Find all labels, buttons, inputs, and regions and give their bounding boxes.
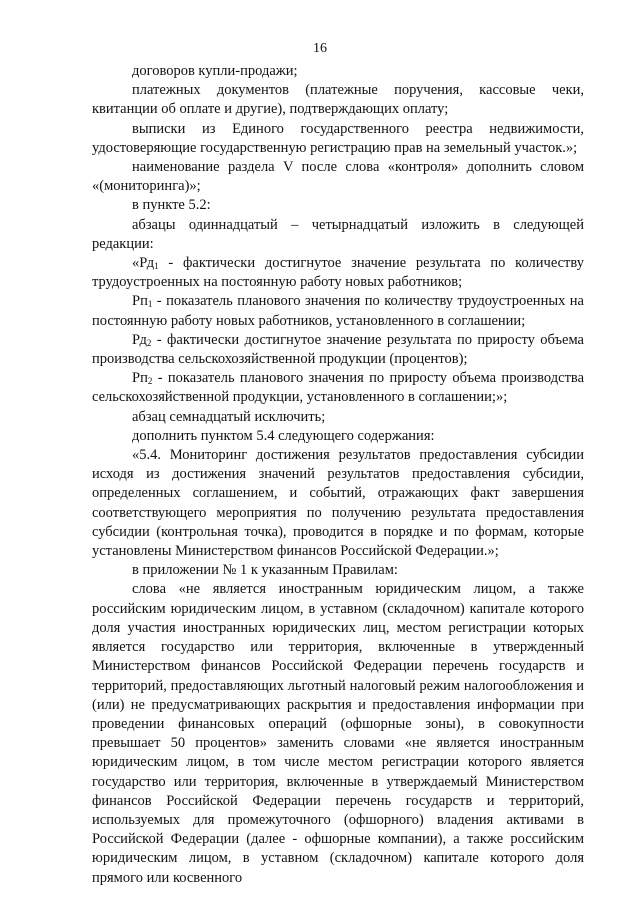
paragraph (92, 120, 584, 158)
formula-definition (92, 254, 584, 292)
formula-definition (92, 369, 584, 407)
paragraph-text: слова «не является иностранным юридическим лицом, а также российским юридическим лицом, в уставном (складочном) капитале которого доля участия иностранных юридических лиц, местом регистрации которых является государство или территория, включенные в утвержденный Министерством финансов Российской Федерации перечень государств и территорий, предоставляющих льготный налоговый режим налогообложения и (или) не предусматривающих раскрытия и предоставления информации при проведении финансовых операций (офшорные зоны), в совокупности превышает 50 процентов» заменить словами «не является иностранным юридическим лицом, в том числе местом регистрации которого является государство или территория, включенные в утверждаемый Министерством финансов Российской Федерации перечень государств и территорий, используемых для промежуточного (офшорного) владения активами в Российской Федерации (далее - офшорные компании), а также российским юридическим лицом, в уставном (складочном) капитале которого доля прямого или косвенного (92, 581, 584, 886)
formula-symbol: Рп (132, 293, 148, 310)
paragraph-text: - фактически достигнутое значение результата по количеству трудоустроенных на постоянную работу новых работников; (92, 255, 584, 291)
paragraph (92, 446, 584, 561)
paragraph-text: в приложении № 1 к указанным Правилам: (132, 562, 398, 579)
paragraph (92, 580, 584, 887)
paragraph (92, 81, 584, 119)
paragraph-text: - фактически достигнутое значение результата по приросту объема производства сельскохозяйственной продукции (процентов); (92, 331, 584, 368)
paragraph-text: - показатель планового значения по приросту объема производства сельскохозяйственной продукции, установленного в соглашении;»; (92, 370, 584, 406)
paragraph-text: абзацы одиннадцатый – четырнадцатый изложить в следующей редакции: (92, 216, 584, 252)
paragraph-text: «5.4. Мониторинг достижения результатов предоставления субсидии исходя из достижения значений результатов предоставления субсидии, определенных соглашением, и событий, отражающих факт завершения соответствующего мероприятия по получению результата предоставления субсидии (контрольная точка), проводится в порядке и по формам, которые установлены Министерством финансов Российской Федерации.»; (92, 447, 584, 560)
paragraph-text: выписки из Единого государственного реестра недвижимости, удостоверяющие государственную регистрацию прав на земельный участок.»; (92, 120, 584, 156)
formula-symbol: Рд (132, 331, 147, 348)
paragraph (92, 158, 584, 196)
formula-subscript: 2 (147, 376, 153, 387)
paragraph-text: дополнить пунктом 5.4 следующего содержания: (132, 427, 435, 444)
paragraph-text: - показатель планового значения по количеству трудоустроенных на постоянную работу новых работников, установленного в соглашении; (92, 293, 584, 329)
formula-subscript: 2 (146, 337, 152, 348)
formula-symbol: «Рд (132, 255, 155, 272)
paragraph-text: в пункте 5.2: (132, 197, 211, 214)
paragraph (92, 216, 584, 254)
document-body (92, 62, 584, 888)
paragraph (92, 561, 584, 580)
paragraph-text: платежных документов (платежные поручения, кассовые чеки, квитанции об оплате и другие), подтверждающих оплату; (92, 82, 584, 118)
paragraph-text: договоров купли-продажи; (132, 63, 298, 79)
formula-symbol: Рп (132, 370, 148, 387)
paragraph (92, 196, 584, 215)
formula-definition (92, 292, 584, 330)
formula-definition (92, 331, 584, 369)
formula-subscript: 1 (147, 299, 153, 310)
paragraph (92, 62, 584, 81)
paragraph-text: абзац семнадцатый исключить; (132, 408, 326, 425)
paragraph-text: наименование раздела V после слова «контроля» дополнить словом «(мониторинга)»; (92, 159, 584, 195)
formula-subscript: 1 (154, 261, 159, 272)
paragraph (92, 427, 584, 446)
paragraph (92, 408, 584, 427)
page-number: 16 (313, 41, 327, 56)
